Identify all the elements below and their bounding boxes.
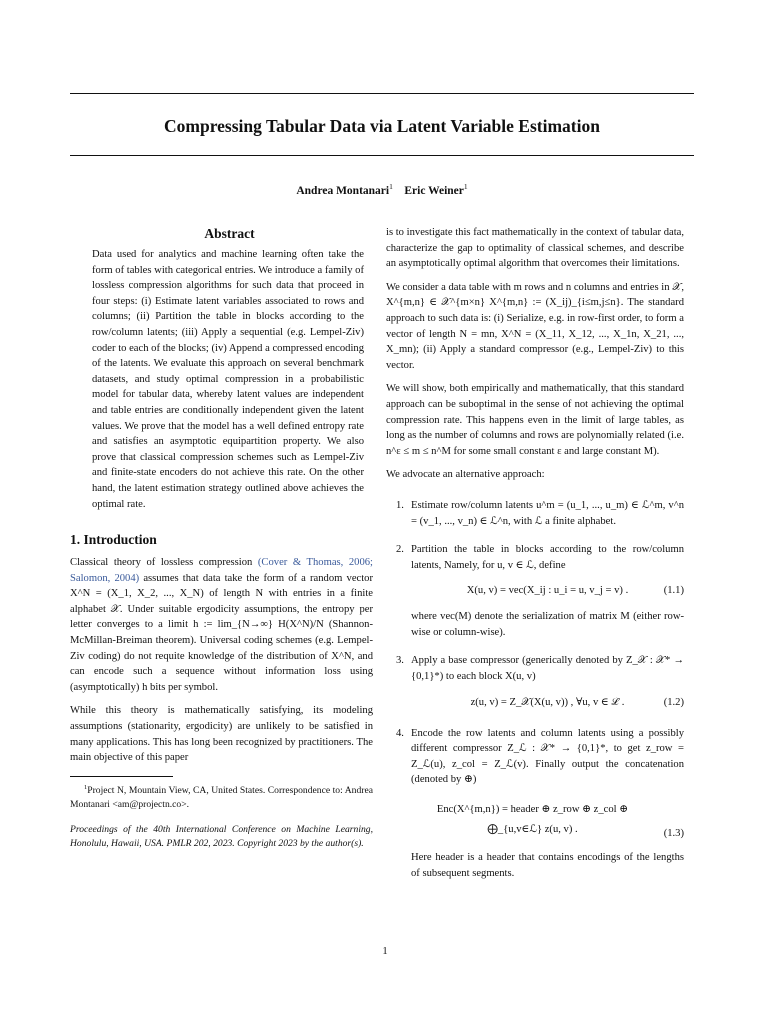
- citation-link[interactable]: (Cover & Thomas, 2006; Salomon, 2004): [70, 557, 373, 584]
- page-number: 1: [382, 946, 388, 957]
- right-column: [386, 225, 684, 894]
- list-item: 4. Encode the row latents and column latents using a possibly different compressor Z_ℒ : 𝒳* → {0,1}*, to get z_row = Z_ℒ(u), z_col = Z_ℒ(v). Finally output the concatenation (denoted by ⊕) Enc(X^{m,n}) = header ⊕ z_row ⊕ z_col ⊕ ⨁_{u,v∈ℒ} z(u, v) . (1.3) Here header is a header that contains encodings of the lengths of subsequent segments.: [396, 727, 684, 879]
- equation-number: (1.3): [663, 828, 684, 840]
- intro-paragraph-1: Classical theory of lossless compression (Cover & Thomas, 2006; Salomon, 2004) assumes that data take the form of a random vector X^N = (X_1, X_2, ..., X_N) of length N with entries in a finite alphabet 𝒳. Under suitable ergodicity assumptions, the entropy per letter converges to a limit h := lim_{N→∞} H(X^N)/N (Shannon-McMillan-Breiman theorem). Universal coding schemes (e.g. Lempel-Ziv coding) do not requite knowledge of the distribution of X^N, and can encode such a sequence without information loss using (asymptotically) h bits per symbol.: [70, 557, 374, 693]
- paragraph-advocate: We advocate an alternative approach:: [386, 469, 545, 481]
- abstract-heading: Abstract: [204, 226, 255, 241]
- proceedings-note: Proceedings of the 40th International Conference on Machine Learning, Honolulu, Hawaii, USA. PMLR 202, 2023. Copyright 2023 by the author(s).: [70, 824, 373, 849]
- list-item: 3. Apply a base compressor (generically denoted by Z_𝒳 : 𝒳* → {0,1}*) to each block X(u, v) z(u, v) = Z_𝒳(X(u, v)) , ∀u, v ∈ ℒ . (1.2): [386, 653, 684, 712]
- paragraph-suboptimal: We will show, both empirically and mathematically, that this standard approach can be suboptimal in the sense of not achieving the optimal compression rate. This happens even in the limit of large tables, as long as the number of columns and rows are polynomially related (i.e. n^ε ≤ m ≤ n^M for some small constant ε and large constant M).: [386, 383, 684, 457]
- equation-1-2: z(u, v) = Z_𝒳(X(u, v)) , ∀u, v ∈ ℒ . (1.2): [411, 693, 684, 713]
- author-affiliation: 1: [463, 182, 468, 191]
- equation-1-1: X(u, v) = vec(X_ij : u_i = u, v_j = v) . (1.1): [411, 581, 684, 601]
- title-bottom-rule: [70, 155, 694, 156]
- footnote: $^1$Project N, Mountain View, CA, United States. Correspondence to: Andrea Montanari <am@projectn.co>.: [70, 783, 373, 810]
- equation-number: (1.2): [663, 696, 684, 708]
- section-heading-introduction: 1. Introduction: [70, 532, 157, 548]
- paragraph-data-table: We consider a data table with m rows and n columns and entries in 𝒳, X^{m,n} ∈ 𝒳^{m×n} X^{m,n} := (X_ij)_{i≤m,j≤n}. The standard approach to such data is: (i) Serialize, e.g. in row-first order, to form a vector of length N = mn, X^N = (X_11, X_12, ..., X_1n, X_21, ..., X_mn); (ii) Apply a standard compressor (e.g., Lempel-Ziv) to this vector.: [386, 281, 684, 371]
- list-item: 1. Estimate row/column latents u^m = (u_1, ..., u_m) ∈ ℒ^m, v^n = (v_1, ..., v_n) ∈ ℒ^n, with ℒ a finite alphabet.: [396, 499, 684, 527]
- footnote-mark: 1: [84, 783, 88, 791]
- author-name: Eric Weiner: [404, 184, 464, 197]
- left-column: [70, 225, 373, 850]
- author-list: [70, 182, 694, 197]
- approach-steps-list: [386, 498, 684, 881]
- equation-1-3: Enc(X^{m,n}) = header ⊕ z_row ⊕ z_col ⊕ ⨁_{u,v∈ℒ} z(u, v) . (1.3): [411, 796, 684, 842]
- intro-paragraph-2: While this theory is mathematically satisfying, its modeling assumptions (stationarity, ergodicity) are unlikely to be satisfied in many applications. This has long been recognized by practitioners. The main objective of this paper: [70, 705, 373, 764]
- paper-title: Compressing Tabular Data via Latent Variable Estimation: [164, 116, 600, 136]
- list-item: 2. Partition the table in blocks according to the row/column latents, Namely, for u, v ∈ ℒ, define X(u, v) = vec(X_ij : u_i = u, v_j = v) . (1.1) where vec(M) denote the serialization of matrix M (either row-wise or column-wise).: [396, 544, 684, 638]
- equation-number: (1.1): [663, 585, 684, 597]
- top-rule: [70, 93, 694, 94]
- author-name: Andrea Montanari: [296, 184, 390, 197]
- abstract-text: Data used for analytics and machine learning often take the form of tables with categorical entries. We introduce a family of lossless compression algorithms for such data that proceed in four steps: (i) Estimate latent variables associated to rows and columns; (ii) Partition the table in blocks according to the row/column latents; (iii) Apply a sequential (e.g. Lempel-Ziv) coder to each of the blocks; (iv) Append a compressed encoding of the latents. We evaluate this approach on several benchmark datasets, and study optimal compression in a probabilistic model for tabular data, whereby latent values are independent and table entries are conditionally independent given the latent values. We prove that the model has a well defined entropy rate and satisfies an asymptotic equipartition property. We also prove that classical compression schemes such as Lempel-Ziv and finite-state encoders do not achieve this rate. On the other hand, the latent estimation strategy outlined above achieves the optimal rate.: [92, 249, 364, 510]
- author-affiliation: 1: [389, 182, 393, 191]
- paragraph-continuation: is to investigate this fact mathematically in the context of tabular data, characterize the gap to optimality of classical schemes, and describe an asymptotically optimal algorithm that overcomes their limitations.: [386, 227, 684, 270]
- footnote-rule: [70, 776, 173, 777]
